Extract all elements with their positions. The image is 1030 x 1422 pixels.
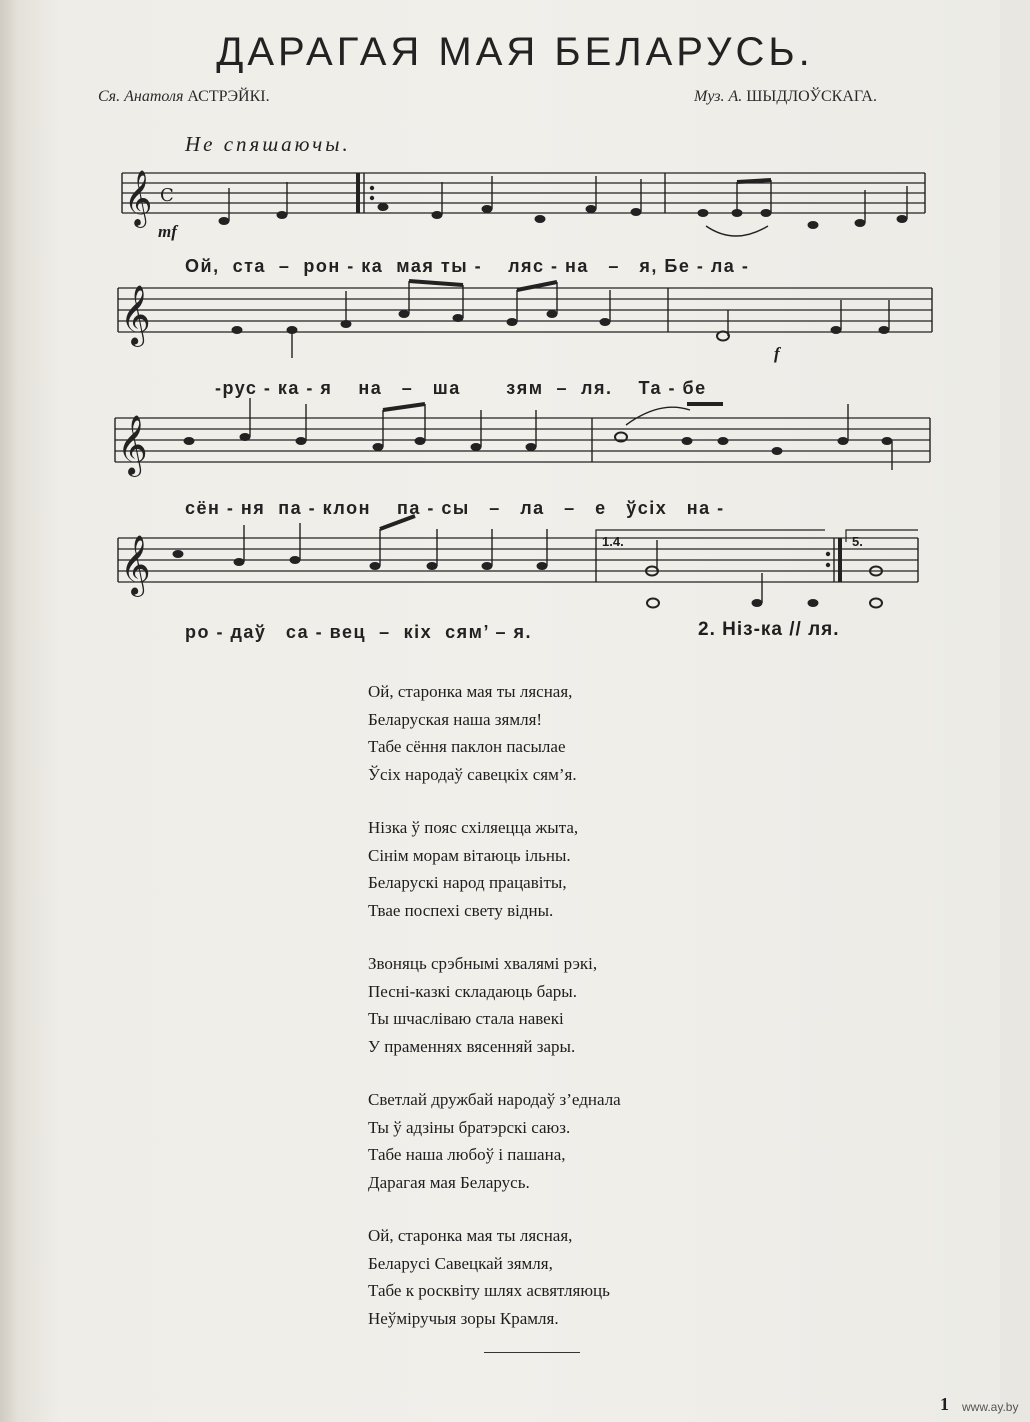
poem-line: Звоняць срэбнымі хвалямі рэкі, [368, 954, 598, 973]
page-number: 1 [940, 1394, 949, 1414]
dynamic-f: f [774, 344, 780, 363]
stanza [368, 1222, 621, 1332]
poem-line: Сінім морам вітаюць ільны. [368, 845, 571, 865]
end-rule [484, 1352, 580, 1353]
stanza [368, 678, 621, 788]
poem-line: Ой, старонка мая ты лясная, [368, 682, 573, 701]
poem-line: Нізка ў пояс схіляецца жыта, [368, 818, 579, 837]
poem-line: Табе наша любоў і пашана, [368, 1145, 566, 1164]
lyricist-name: АСТРЭЙКІ. [187, 88, 270, 105]
svg-text:𝄞: 𝄞 [124, 170, 153, 226]
poem-line: Песні-казкі складаюць бары. [368, 981, 577, 1001]
music-notation [0, 0, 1000, 680]
poem-line: Ты ў адзіны братэрскі саюз. [368, 1117, 571, 1137]
poem-line: Табе сёння паклон пасылае [368, 737, 566, 756]
stanza [368, 814, 621, 924]
stanza [368, 950, 621, 1060]
tempo-marking: Не спяшаючы. [185, 132, 351, 156]
svg-text:𝄞: 𝄞 [120, 535, 151, 595]
svg-text:C: C [160, 185, 174, 206]
poem-line: Ой, старонка мая ты лясная, [368, 1226, 573, 1245]
lyrics-line-2: -рус - ка - я на – ша зям – ля. Та - бе [215, 378, 707, 398]
dynamic-mf: mf [158, 222, 177, 241]
volta-brackets [596, 530, 918, 542]
poem-line: У праменнях вясенняй зары. [368, 1036, 576, 1056]
composer-name: ШЫДЛОЎСКАГА. [746, 88, 877, 105]
lyrics-line-3: сён - ня па - клон па - сы – ла – е ўсіх на - [185, 498, 725, 518]
stanza [368, 1086, 621, 1196]
song-title: ДАРАГАЯ МАЯ БЕЛАРУСЬ. [216, 30, 814, 74]
lyricist-prefix: Ся. Анатоля [98, 88, 184, 105]
poem-line: Беларуская наша зямля! [368, 709, 543, 729]
poem-line: Беларускі народ працавіты, [368, 873, 567, 892]
poem-text [368, 678, 621, 1358]
beams [380, 180, 771, 529]
svg-text:𝄞: 𝄞 [120, 285, 151, 345]
lyrics-line-4: ро - даў са - вец – кіх сям’ – я. [185, 622, 532, 642]
poem-line: Твае поспехі свету відны. [368, 900, 554, 920]
poem-line: Дарагая мая Беларусь. [368, 1172, 530, 1192]
poem-line: Ўсіх народаў савецкіх сям’я. [368, 764, 577, 784]
poem-line: Неўміручыя зоры Крамля. [368, 1308, 559, 1328]
svg-text:𝄞: 𝄞 [117, 415, 148, 475]
lyrics-line-1: Ой, ста – рон - ка мая ты - ляс - на – я, Бе - ла - [185, 256, 750, 276]
first-ending-label: 1.4. [602, 534, 624, 549]
poem-line: Беларусі Савецкай зямля, [368, 1253, 553, 1273]
composer-prefix: Муз. А. [694, 88, 743, 105]
ending-lyrics: 2. Ніз-ка // ля. [698, 619, 840, 640]
poem-line: Ты шчасліваю стала навекі [368, 1009, 564, 1028]
poem-line: Светлай дружбай народаў з’еднала [368, 1090, 621, 1109]
second-ending-label: 5. [852, 534, 863, 549]
poem-line: Табе к росквіту шлях асвятляюць [368, 1281, 610, 1300]
watermark: www.ay.by [962, 1400, 1019, 1414]
